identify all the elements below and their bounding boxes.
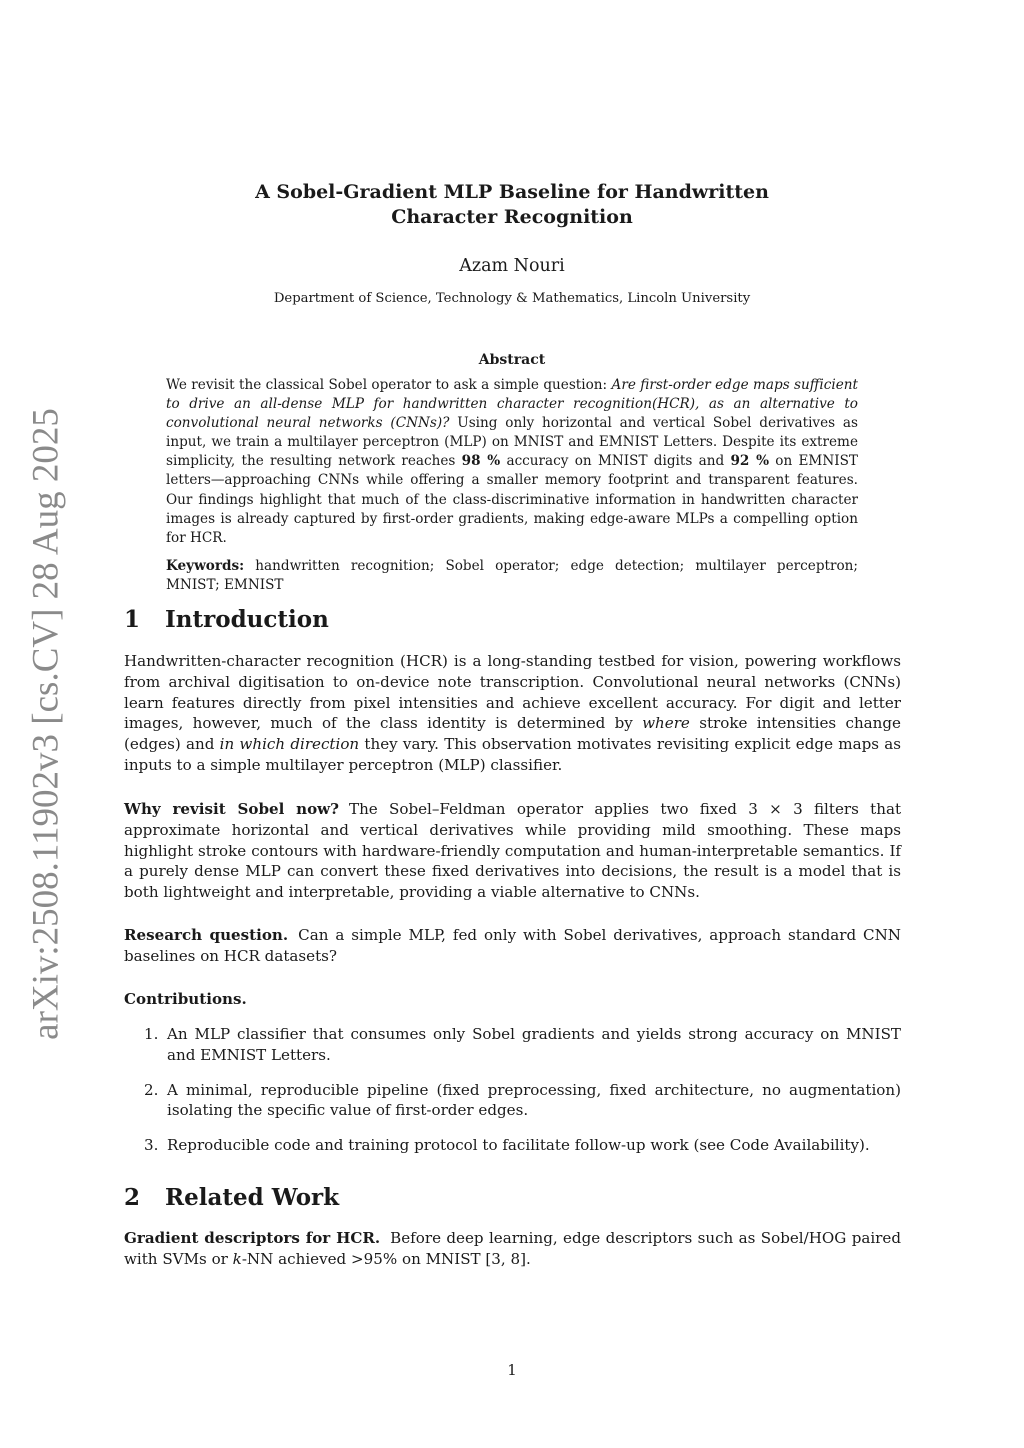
- section-heading-introduction: [124, 606, 329, 633]
- contributions-heading: Contributions.: [124, 990, 247, 1008]
- arxiv-identifier-stamp[interactable]: arXiv:2508.11902v3 [cs.CV] 28 Aug 2025: [25, 408, 67, 1040]
- intro-paragraph: Handwritten-character recognition (HCR) is a long-standing testbed for vision, powering workflows from archival digitisation to on-device note transcription. Convolutional neural networks (CNNs) learn features directly from pixel intensities and achieve excellent accuracy. For digit and letter images, however, much of the class identity is determined by where stroke intensities change (edges) and in which direction they vary. This observation motivates revisiting explicit edge maps as inputs to a simple multilayer perceptron (MLP) classifier.: [124, 652, 901, 774]
- list-item: 3. Reproducible code and training protocol to facilitate follow-up work (see Code Availability).: [144, 1136, 870, 1155]
- keywords: [166, 557, 858, 595]
- mnist-accuracy: 98 %: [461, 453, 501, 470]
- paper-title: [200, 180, 824, 230]
- abstract-body: [166, 376, 858, 595]
- section-title: Introduction: [165, 606, 329, 633]
- title-line-1: A Sobel-Gradient MLP Baseline for Handwritten: [255, 181, 769, 203]
- research-question-heading: Research question.: [124, 926, 289, 944]
- list-item: 2. A minimal, reproducible pipeline (fixed preprocessing, fixed architecture, no augmentation) isolating the specific value of first-order edges.: [144, 1080, 901, 1120]
- page-number: 1: [507, 1361, 517, 1379]
- section-title: Related Work: [165, 1184, 340, 1211]
- gradient-descriptors-paragraph: Gradient descriptors for HCR. Before deep learning, edge descriptors such as Sobel/HOG paired with SVMs or k-NN achieved >95% on MNIST [3, 8].: [124, 1229, 901, 1268]
- keywords-label: Keywords:: [166, 557, 245, 574]
- section-number: 2: [124, 1184, 141, 1211]
- list-item: 1. An MLP classifier that consumes only Sobel gradients and yields strong accuracy on MNIST and EMNIST Letters.: [144, 1025, 901, 1064]
- abstract-paragraph: We revisit the classical Sobel operator to ask a simple question: Are first-order edge maps sufficient to drive an all-dense MLP for handwritten character recognition(HCR), as an alternative to convolutional neural networks (CNNs)? Using only horizontal and vertical Sobel derivatives as input, we train a multilayer perceptron (MLP) on MNIST and EMNIST Letters. Despite its extreme simplicity, the resulting network reaches 98 % accuracy on MNIST digits and 92 % on EMNIST letters—approaching CNNs while offering a smaller memory footprint and transparent features. Our findings highlight that much of the class-discriminative information in handwritten character images is already captured by first-order gradients, making edge-aware MLPs a compelling option for HCR.: [166, 377, 858, 546]
- abstract-heading: Abstract: [478, 352, 546, 368]
- author-name: Azam Nouri: [459, 256, 565, 276]
- title-line-2: Character Recognition: [391, 206, 633, 228]
- gradient-descriptors-heading: Gradient descriptors for HCR.: [124, 1229, 381, 1247]
- abstract-question: Are first-order edge maps sufficient to drive an all-dense MLP for handwritten character recognition(HCR), as an alternative to convolutional neural networks (CNNs)?: [166, 377, 858, 432]
- research-question-paragraph: Research question. Can a simple MLP, fed only with Sobel derivatives, approach standard CNN baselines on HCR datasets?: [124, 926, 902, 965]
- author-affiliation: Department of Science, Technology & Mathematics, Lincoln University: [273, 291, 751, 306]
- why-sobel-heading: Why revisit Sobel now?: [124, 800, 339, 818]
- why-sobel-paragraph: Why revisit Sobel now? The Sobel–Feldman operator applies two fixed 3 × 3 filters that approximate horizontal and vertical derivatives while providing mild smoothing. These maps highlight stroke contours with hardware-friendly computation and human-interpretable semantics. If a purely dense MLP can convert these fixed derivatives into decisions, the result is a model that is both lightweight and interpretable, providing a viable alternative to CNNs.: [124, 800, 902, 902]
- emnist-accuracy: 92 %: [730, 453, 769, 470]
- section-number: 1: [124, 606, 141, 633]
- section-heading-related-work: [124, 1184, 339, 1211]
- keywords-list: handwritten recognition; Sobel operator; edge detection; multilayer perceptron; MNIST; EMNIST: [166, 557, 858, 593]
- contributions-list: [124, 1024, 901, 1170]
